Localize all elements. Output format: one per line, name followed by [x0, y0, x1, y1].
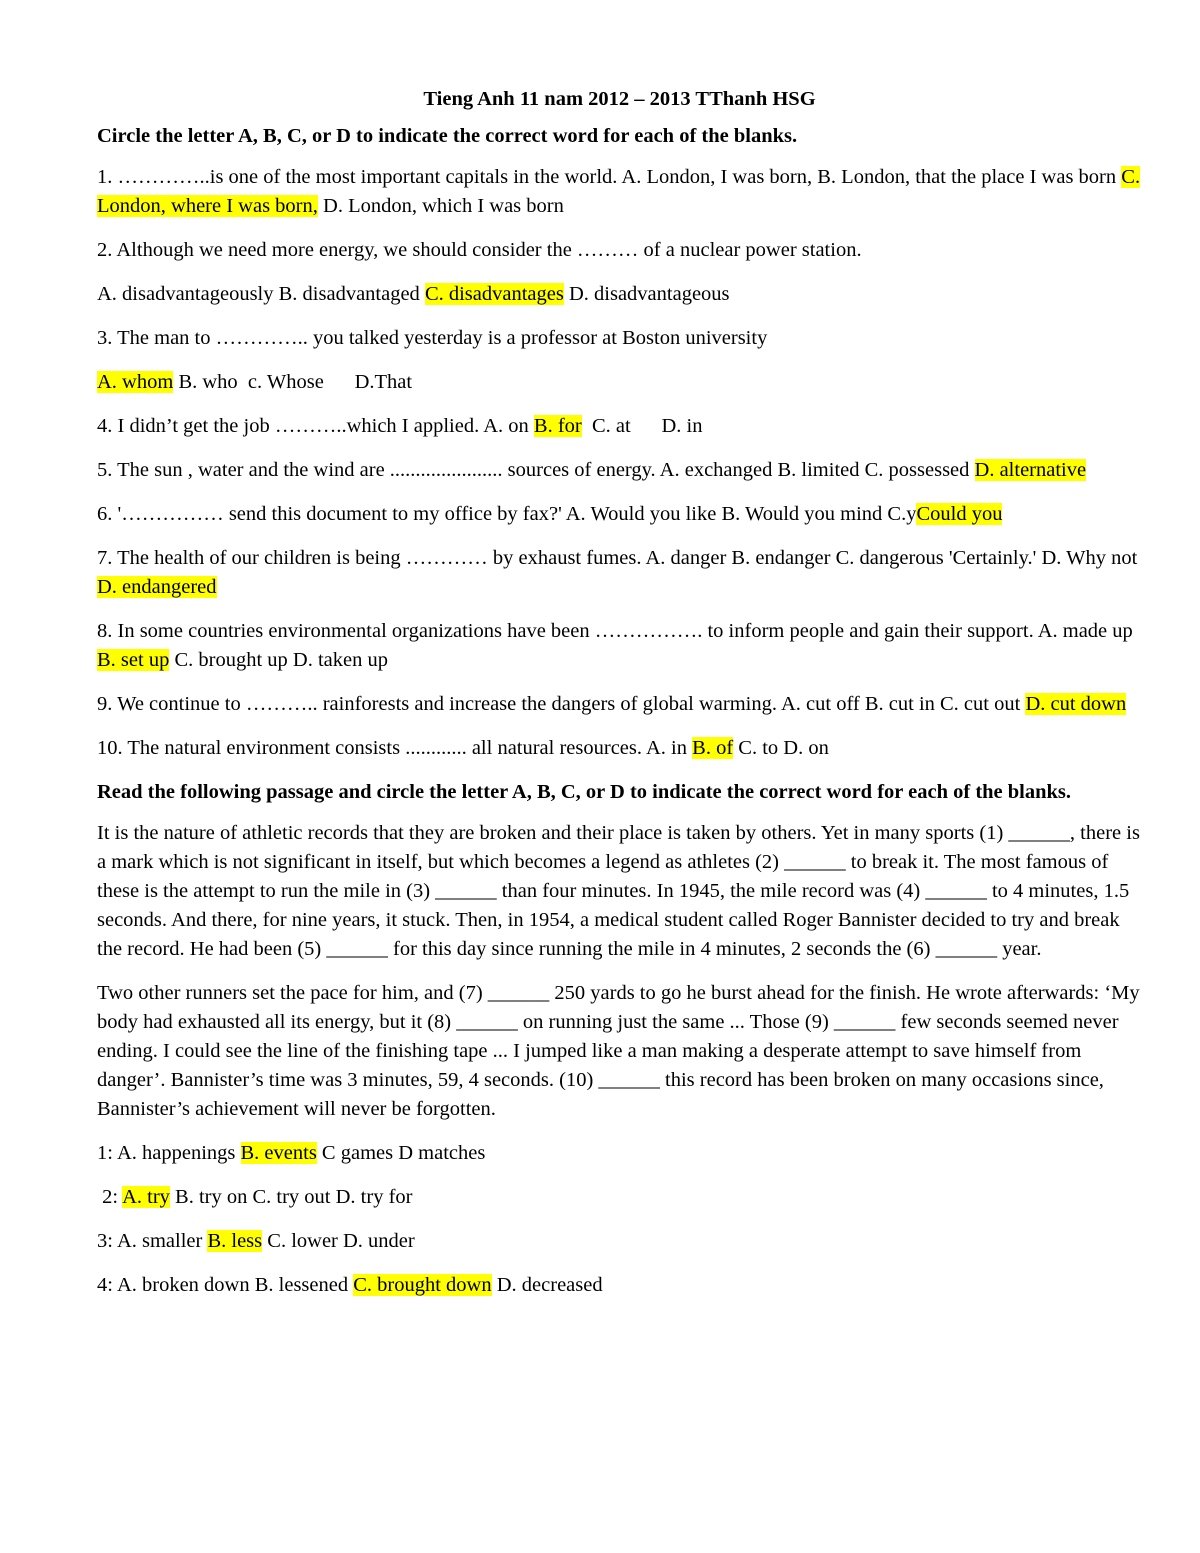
- question-1: [97, 163, 1142, 221]
- answer-2-text: 2:: [97, 1186, 123, 1208]
- section1-instruction: Circle the letter A, B, C, or D to indicate the correct word for each of the blanks.: [97, 125, 798, 147]
- question-3-rest: B. who c. Whose D.That: [173, 371, 413, 393]
- reading-passage: [97, 819, 1142, 1124]
- question-5-answer: D. alternative: [974, 459, 1087, 481]
- question-4-rest: C. at D. in: [581, 415, 703, 437]
- question-2-options: [97, 280, 1142, 309]
- question-1-answer: C. London, where I was born,: [97, 166, 1141, 217]
- question-4-answer: B. for: [533, 415, 582, 437]
- question-10: [97, 734, 1142, 763]
- question-4: [97, 412, 1142, 441]
- answer-3: [97, 1227, 1142, 1256]
- question-5: [97, 456, 1142, 485]
- answer-1-rest: C games D matches: [316, 1142, 486, 1164]
- question-2-answer: C. disadvantages: [424, 283, 564, 305]
- answer-3-text: 3: A. smaller: [97, 1230, 208, 1252]
- question-8-rest: C. brought up D. taken up: [169, 649, 388, 671]
- question-5-text: 5. The sun , water and the wind are ...................... sources of energy. A. exchanged B. limited C. possessed: [97, 459, 975, 481]
- question-2-text: A. disadvantageously B. disadvantaged: [97, 283, 425, 305]
- answer-4-choice: C. brought down: [353, 1274, 492, 1296]
- question-6-answer: Could you: [916, 503, 1003, 525]
- answer-1-choice: B. events: [240, 1142, 317, 1164]
- question-7-text: 7. The health of our children is being ………… by exhaust fumes. A. danger B. endanger C. dangerous 'Certainly.' D. Why not: [97, 547, 1138, 569]
- question-3-options: [97, 368, 1142, 397]
- question-10-rest: C. to D. on: [733, 737, 829, 759]
- question-1-text: 1. …………..is one of the most important capitals in the world. A. London, I was born, B. London, that the place I was born: [97, 166, 1122, 188]
- answer-4-text: 4: A. broken down B. lessened: [97, 1274, 354, 1296]
- question-10-answer: B. of: [692, 737, 734, 759]
- question-2-rest: D. disadvantageous: [563, 283, 730, 305]
- answer-3-choice: B. less: [207, 1230, 263, 1252]
- answer-1: [97, 1139, 1142, 1168]
- question-9-answer: D. cut down: [1025, 693, 1127, 715]
- section2-instruction: Read the following passage and circle the letter A, B, C, or D to indicate the correct word for each of the blanks.: [97, 781, 1072, 803]
- question-4-text: 4. I didn’t get the job ………..which I applied. A. on: [97, 415, 534, 437]
- question-8-answer: B. set up: [97, 649, 170, 671]
- question-8-text: 8. In some countries environmental organizations have been ……………. to inform people and gain their support. A. made up: [97, 620, 1133, 642]
- answer-2-rest: B. try on C. try out D. try for: [169, 1186, 413, 1208]
- question-7: [97, 544, 1142, 602]
- passage-paragraph-2: Two other runners set the pace for him, and (7) ______ 250 yards to go he burst ahead for the finish. He wrote afterwards: ‘My body had exhausted all its energy, but it (8) ______ on running just the same ... Those (9) ______ few seconds seemed never ending. I could see the line of the finishing tape ... I jumped like a man making a desperate attempt to save himself from danger’. Bannister’s time was 3 minutes, 59, 4 seconds. (10) ______ this record has been broken on many occasions since, Bannister’s achievement will never be forgotten.: [97, 982, 1140, 1120]
- question-9-text: 9. We continue to ……….. rainforests and increase the dangers of global warming. A. cut off B. cut in C. cut out: [97, 693, 1026, 715]
- passage-paragraph-1: It is the nature of athletic records that they are broken and their place is taken by others. Yet in many sports (1) ______, there is a mark which is not significant in itself, but which becomes a legend as athletes (2) ______ to break it. The most famous of these is the attempt to run the mile in (3) ______ than four minutes. In 1945, the mile record was (4) ______ to 4 minutes, 1.5 seconds. And there, for nine years, it stuck. Then, in 1954, a medical student called Roger Bannister decided to try and break the record. He had been (5) ______ for this day since running the mile in 4 minutes, 2 seconds the (6) ______ year.: [97, 822, 1140, 960]
- answer-1-text: 1: A. happenings: [97, 1142, 241, 1164]
- question-3-stem: 3. The man to ………….. you talked yesterday is a professor at Boston university: [97, 327, 768, 349]
- question-6-text: 6. '…………… send this document to my office by fax?' A. Would you like B. Would you mind C.y: [97, 503, 917, 525]
- question-9: [97, 690, 1142, 719]
- question-7-answer: D. endangered: [97, 576, 217, 598]
- answer-2-choice: A. try: [122, 1186, 170, 1208]
- answer-4: [97, 1271, 1142, 1300]
- question-2-stem: 2. Although we need more energy, we should consider the ……… of a nuclear power station.: [97, 239, 862, 261]
- question-1-rest: D. London, which I was born: [317, 195, 564, 217]
- question-8: [97, 617, 1142, 675]
- answer-3-rest: C. lower D. under: [262, 1230, 415, 1252]
- question-10-text: 10. The natural environment consists ............ all natural resources. A. in: [97, 737, 693, 759]
- question-6: [97, 500, 1142, 529]
- question-3-answer: A. whom: [97, 371, 174, 393]
- document-title: Tieng Anh 11 nam 2012 – 2013 TThanh HSG: [423, 88, 816, 110]
- answer-4-rest: D. decreased: [491, 1274, 603, 1296]
- document-page: [97, 85, 1142, 1315]
- answer-2: [97, 1183, 1142, 1212]
